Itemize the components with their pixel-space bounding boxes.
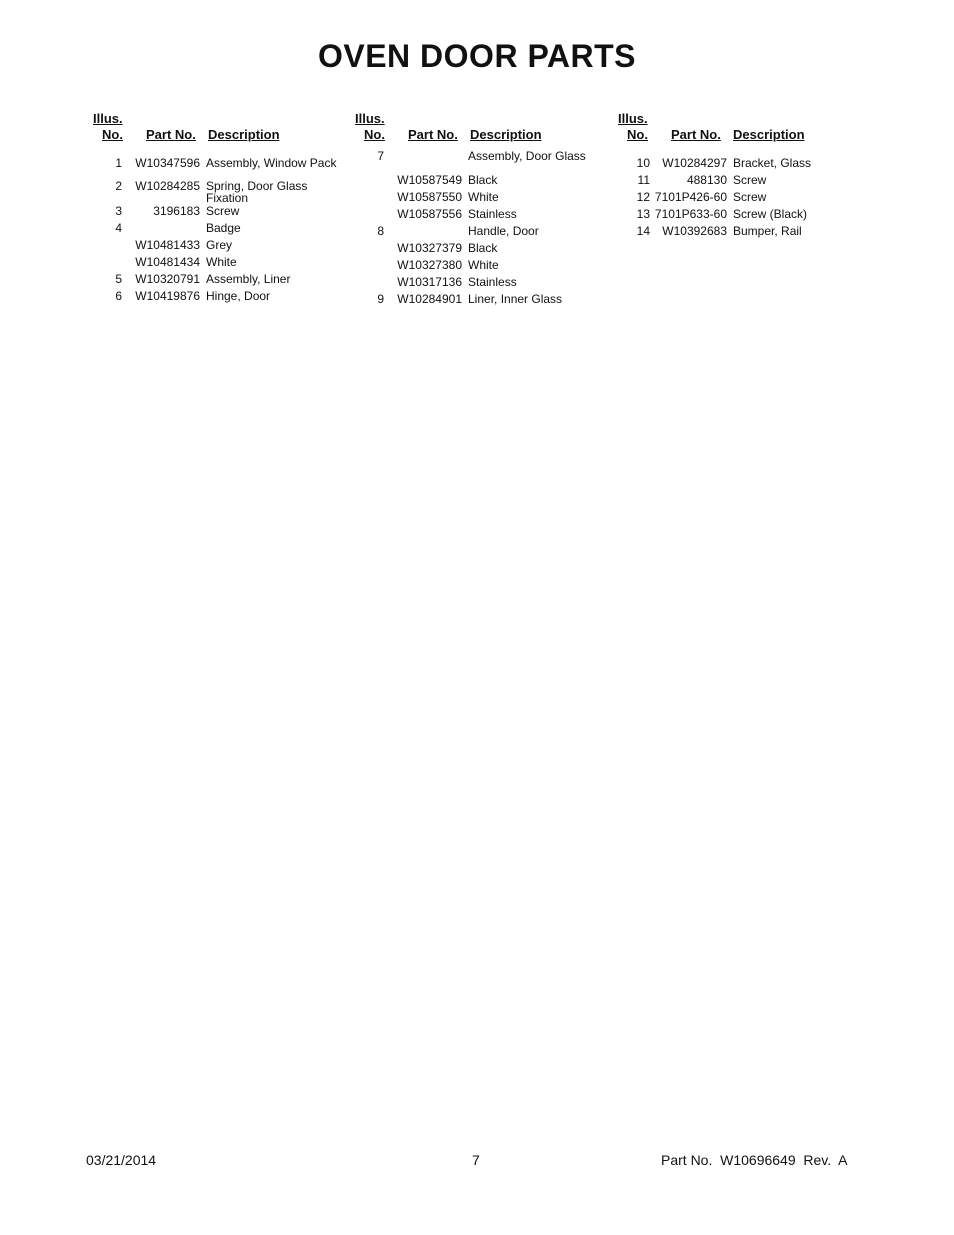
parts-column-2 bbox=[354, 111, 614, 321]
part-description: Spring, Door Glass bbox=[206, 179, 308, 193]
part-description: Assembly, Door Glass bbox=[468, 149, 586, 163]
part-number: W10284285 bbox=[135, 179, 200, 193]
part-number: W10587556 bbox=[397, 207, 462, 221]
table-row bbox=[92, 179, 352, 203]
table-row bbox=[354, 190, 614, 207]
part-number: 3196183 bbox=[153, 204, 200, 218]
part-description: Badge bbox=[206, 221, 241, 235]
part-number: W10327380 bbox=[397, 258, 462, 272]
table-row bbox=[617, 190, 877, 207]
table-row bbox=[354, 292, 614, 309]
table-row bbox=[354, 149, 614, 166]
footer-date: 03/21/2014 bbox=[86, 1152, 157, 1168]
part-description: White bbox=[206, 255, 237, 269]
part-no-header: Part No. bbox=[408, 127, 458, 142]
part-description: Grey bbox=[206, 238, 233, 252]
parts-column-1 bbox=[92, 111, 352, 321]
illus-header-bottom: No. bbox=[627, 127, 648, 142]
illus-number: 13 bbox=[636, 207, 650, 221]
part-description: Handle, Door bbox=[468, 224, 539, 238]
part-number: W10481434 bbox=[135, 255, 200, 269]
part-description: Screw bbox=[206, 204, 240, 218]
illus-number: 1 bbox=[115, 156, 122, 170]
table-row bbox=[92, 289, 352, 306]
table-row bbox=[617, 207, 877, 224]
illus-number: 12 bbox=[636, 190, 650, 204]
part-no-header: Part No. bbox=[146, 127, 196, 142]
table-row bbox=[92, 156, 352, 173]
table-row bbox=[92, 255, 352, 272]
part-description: White bbox=[468, 190, 499, 204]
part-description: Hinge, Door bbox=[206, 289, 271, 303]
table-row bbox=[617, 224, 877, 241]
part-description: Screw bbox=[733, 173, 767, 187]
table-row bbox=[354, 224, 614, 241]
illus-number: 7 bbox=[377, 149, 384, 163]
part-number: 7101P426-60 bbox=[654, 190, 727, 204]
part-description: Screw (Black) bbox=[733, 207, 808, 221]
part-description: White bbox=[468, 258, 499, 272]
illus-number: 14 bbox=[636, 224, 650, 238]
illus-header-bottom: No. bbox=[102, 127, 123, 142]
part-description: Black bbox=[468, 241, 498, 255]
part-description: Assembly, Window Pack bbox=[206, 156, 337, 170]
part-number: W10347596 bbox=[135, 156, 200, 170]
part-number: W10481433 bbox=[135, 238, 200, 252]
part-number: W10284901 bbox=[397, 292, 462, 306]
illus-number: 9 bbox=[377, 292, 384, 306]
part-description: Stainless bbox=[468, 207, 517, 221]
illus-number: 10 bbox=[636, 156, 650, 170]
illus-number: 6 bbox=[115, 289, 122, 303]
part-number: W10327379 bbox=[397, 241, 462, 255]
description-header: Description bbox=[208, 127, 280, 142]
illus-header-top: Illus. bbox=[618, 111, 648, 126]
part-number: 488130 bbox=[686, 173, 727, 187]
illus-number: 11 bbox=[637, 173, 650, 187]
part-number: W10320791 bbox=[135, 272, 200, 286]
table-row bbox=[354, 173, 614, 190]
illus-number: 3 bbox=[115, 204, 122, 218]
description-header: Description bbox=[470, 127, 542, 142]
part-number: W10587550 bbox=[397, 190, 462, 204]
part-no-header: Part No. bbox=[671, 127, 721, 142]
illus-number: 4 bbox=[115, 221, 122, 235]
part-description: Assembly, Liner bbox=[206, 272, 291, 286]
illus-header-bottom: No. bbox=[364, 127, 385, 142]
table-row bbox=[617, 156, 877, 173]
part-description: Bracket, Glass bbox=[733, 156, 812, 170]
part-number: W10419876 bbox=[135, 289, 200, 303]
illus-header-top: Illus. bbox=[93, 111, 123, 126]
illus-header-top: Illus. bbox=[355, 111, 385, 126]
illus-number: 2 bbox=[115, 179, 122, 193]
parts-column-3 bbox=[617, 111, 877, 321]
part-number: W10317136 bbox=[397, 275, 462, 289]
part-description: Black bbox=[468, 173, 498, 187]
part-number: 7101P633-60 bbox=[654, 207, 727, 221]
part-description-continued: Fixation bbox=[206, 191, 249, 205]
table-row bbox=[354, 258, 614, 275]
part-description: Screw bbox=[733, 190, 767, 204]
part-number: W10284297 bbox=[662, 156, 727, 170]
footer-part-reference: Part No. W10696649 Rev. A bbox=[661, 1152, 848, 1168]
page-title: OVEN DOOR PARTS bbox=[317, 38, 637, 74]
part-description: Liner, Inner Glass bbox=[468, 292, 563, 306]
table-row bbox=[92, 221, 352, 238]
table-row bbox=[617, 173, 877, 190]
description-header: Description bbox=[733, 127, 805, 142]
table-row bbox=[92, 204, 352, 221]
part-number: W10392683 bbox=[662, 224, 727, 238]
illus-number: 8 bbox=[377, 224, 384, 238]
table-row bbox=[92, 272, 352, 289]
table-row bbox=[354, 275, 614, 292]
part-number: W10587549 bbox=[397, 173, 462, 187]
part-description: Stainless bbox=[468, 275, 517, 289]
table-row bbox=[92, 238, 352, 255]
table-row bbox=[354, 207, 614, 224]
table-row bbox=[354, 241, 614, 258]
illus-number: 5 bbox=[115, 272, 122, 286]
part-description: Bumper, Rail bbox=[733, 224, 802, 238]
footer-page-number: 7 bbox=[472, 1152, 480, 1168]
